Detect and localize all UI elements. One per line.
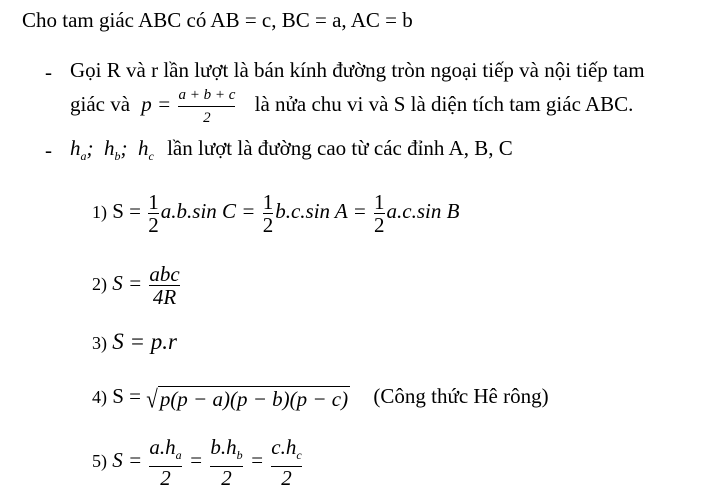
radical-sign: √ xyxy=(146,384,158,414)
bullet-dash-1: - xyxy=(45,60,52,84)
equals-2: = xyxy=(249,448,265,472)
formula-1 xyxy=(92,186,459,237)
bullet1-line2-post: là nửa chu vi và S là diện tích tam giác ABC. xyxy=(254,92,634,116)
formula-2-number: 2) xyxy=(92,274,107,294)
formula-4-note: (Công thức Hê rông) xyxy=(373,384,549,408)
formula-1-half-2 xyxy=(262,189,274,237)
formula-5-frac-c xyxy=(271,434,302,490)
half-den: 2 xyxy=(374,212,385,237)
formula-1-term-3: a.c.sin B xyxy=(386,199,460,223)
formula-4-number: 4) xyxy=(92,387,107,407)
formula-1-term-2: b.c.sin A = xyxy=(275,199,367,223)
formula-1-term-1: a.b.sin C = xyxy=(160,199,256,223)
formula-1-number: 1) xyxy=(92,202,107,222)
half-num: 1 xyxy=(374,189,385,214)
half-den: 2 xyxy=(148,212,159,237)
sqrt-symbol xyxy=(146,384,350,414)
formula-5-number: 5) xyxy=(92,451,107,471)
bh-num: b.h xyxy=(210,434,237,459)
4r-den: 4R xyxy=(152,284,177,309)
formula-1-s: S = xyxy=(112,199,142,223)
sub-c: c xyxy=(296,447,302,462)
formula-4-radicand: p(p − a)(p − b)(p − c) xyxy=(159,386,349,411)
formula-4 xyxy=(92,384,549,414)
formula-2 xyxy=(92,258,182,309)
bullet-dash-2: - xyxy=(45,138,52,162)
half-num: 1 xyxy=(262,189,274,214)
half-num: 1 xyxy=(148,189,159,214)
bullet2-line xyxy=(70,136,513,168)
den-2: 2 xyxy=(281,465,292,490)
half-den: 2 xyxy=(262,212,274,237)
formula-3-expr: S = p.r xyxy=(112,329,177,354)
formula-5-frac-a xyxy=(149,434,182,490)
bullet1-line2 xyxy=(70,82,633,128)
formula-1-half-1 xyxy=(148,189,159,237)
intro-text: Cho tam giác ABC có AB = c, BC = a, AC = b xyxy=(22,8,413,32)
sub-b: b xyxy=(236,447,243,462)
formula-3 xyxy=(92,330,177,355)
formula-1-half-3 xyxy=(374,189,385,237)
ch-num: c.h xyxy=(271,434,297,459)
den-2: 2 xyxy=(221,465,232,490)
altitude-terms: $h_a$; $h_b$; $h_c$ xyxy=(70,136,154,164)
bullet1-line2-pre: giác và xyxy=(70,92,131,116)
formula-5 xyxy=(92,432,304,489)
formula-3-number: 3) xyxy=(92,333,107,353)
fraction-bar xyxy=(178,106,235,107)
formula-5-s: S = xyxy=(112,448,143,472)
den-2: 2 xyxy=(160,465,171,490)
formula-5-frac-b xyxy=(210,434,243,490)
p-fraction-numerator: a + b + c xyxy=(178,86,236,103)
p-definition-lhs: p = xyxy=(141,92,172,116)
abc-num: abc xyxy=(149,261,180,286)
formula-2-s: S = xyxy=(112,271,143,295)
formula-2-fraction xyxy=(149,261,180,309)
sub-a: a xyxy=(175,447,182,462)
bullet1-line1: Gọi R và r lần lượt là bán kính đường tròn ngoại tiếp và nội tiếp tam xyxy=(70,58,645,82)
ah-num: a.h xyxy=(149,434,176,459)
formula-4-s: S = xyxy=(112,384,142,408)
p-fraction xyxy=(178,85,235,128)
bullet2-text: lần lượt là đường cao từ các đỉnh A, B, C xyxy=(167,136,513,160)
equals-1: = xyxy=(188,448,204,472)
p-fraction-denominator: 2 xyxy=(203,109,211,126)
